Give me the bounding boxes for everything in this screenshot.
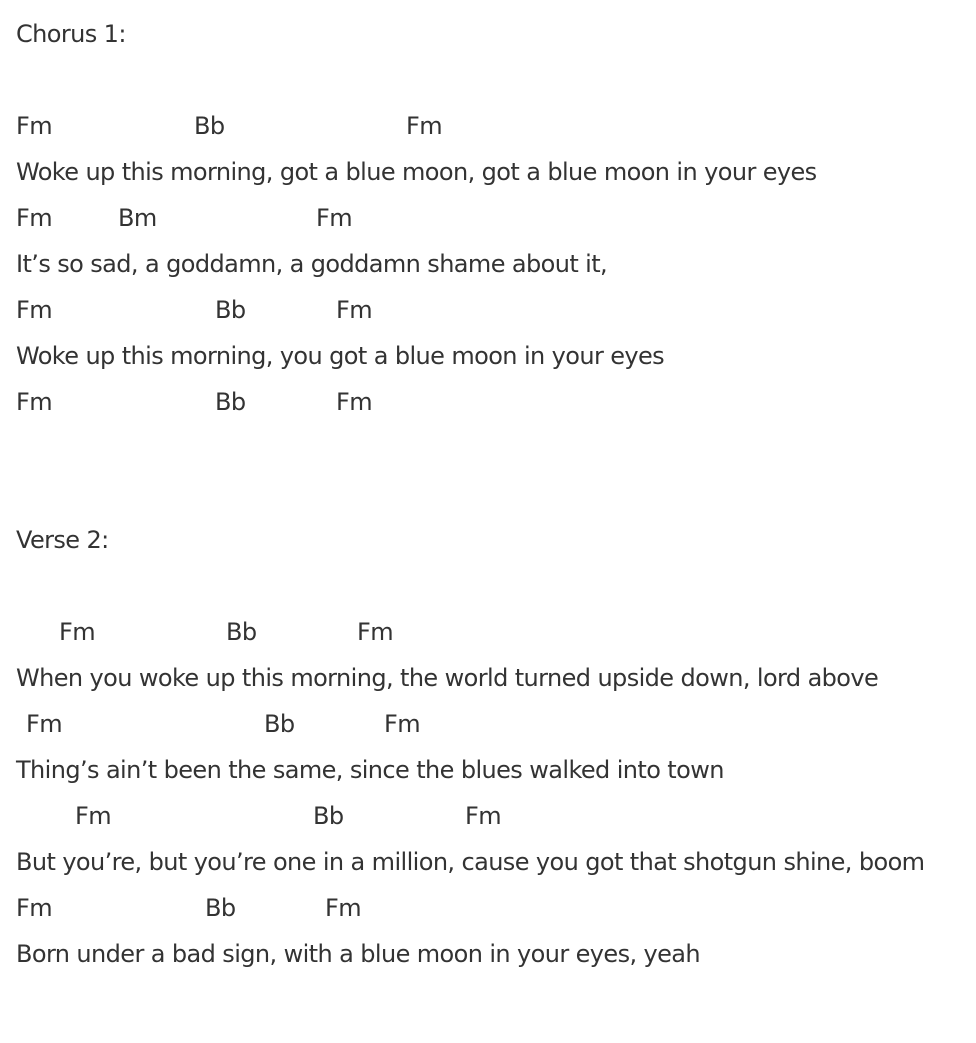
chord-line [16, 387, 372, 417]
chord-sheet [16, 0, 966, 1020]
lyric-line: It’s so sad, a goddamn, a goddamn shame about it, [16, 250, 608, 278]
lyric-line: Thing’s ain’t been the same, since the blues walked into town [16, 756, 724, 784]
chord-line [16, 295, 372, 325]
chord: Fm [16, 296, 52, 324]
chord: Fm [336, 296, 372, 324]
chord: Bb [215, 296, 246, 324]
lyric-line: Woke up this morning, you got a blue moon in your eyes [16, 342, 665, 370]
chord: Fm [75, 802, 111, 830]
chord: Fm [16, 894, 52, 922]
chord-line [16, 801, 501, 831]
chord: Bb [264, 710, 295, 738]
lyric-line: Woke up this morning, got a blue moon, got a blue moon in your eyes [16, 158, 817, 186]
chord-line [16, 203, 352, 233]
chord: Bb [194, 112, 225, 140]
lyric-line: When you woke up this morning, the world turned upside down, lord above [16, 664, 879, 692]
chord: Fm [16, 204, 52, 232]
chord-line [16, 893, 361, 923]
lyric-line: Born under a bad sign, with a blue moon in your eyes, yeah [16, 940, 701, 968]
chord: Fm [336, 388, 372, 416]
chord: Bb [226, 618, 257, 646]
chord: Fm [26, 710, 62, 738]
chord: Fm [16, 388, 52, 416]
chord-line [16, 111, 442, 141]
chord: Bm [118, 204, 157, 232]
chord: Bb [215, 388, 246, 416]
chord: Fm [316, 204, 352, 232]
lyric-line: But you’re, but you’re one in a million, cause you got that shotgun shine, boom [16, 848, 925, 876]
chord-line [16, 709, 420, 739]
chord: Fm [357, 618, 393, 646]
chord: Fm [16, 112, 52, 140]
chord: Bb [205, 894, 236, 922]
chord: Bb [313, 802, 344, 830]
section-heading-verse-2: Verse 2: [16, 526, 109, 554]
chord: Fm [384, 710, 420, 738]
section-heading-chorus-1: Chorus 1: [16, 20, 126, 48]
chord: Fm [325, 894, 361, 922]
chord: Fm [406, 112, 442, 140]
chord: Fm [59, 618, 95, 646]
chord-line [16, 617, 393, 647]
chord: Fm [465, 802, 501, 830]
